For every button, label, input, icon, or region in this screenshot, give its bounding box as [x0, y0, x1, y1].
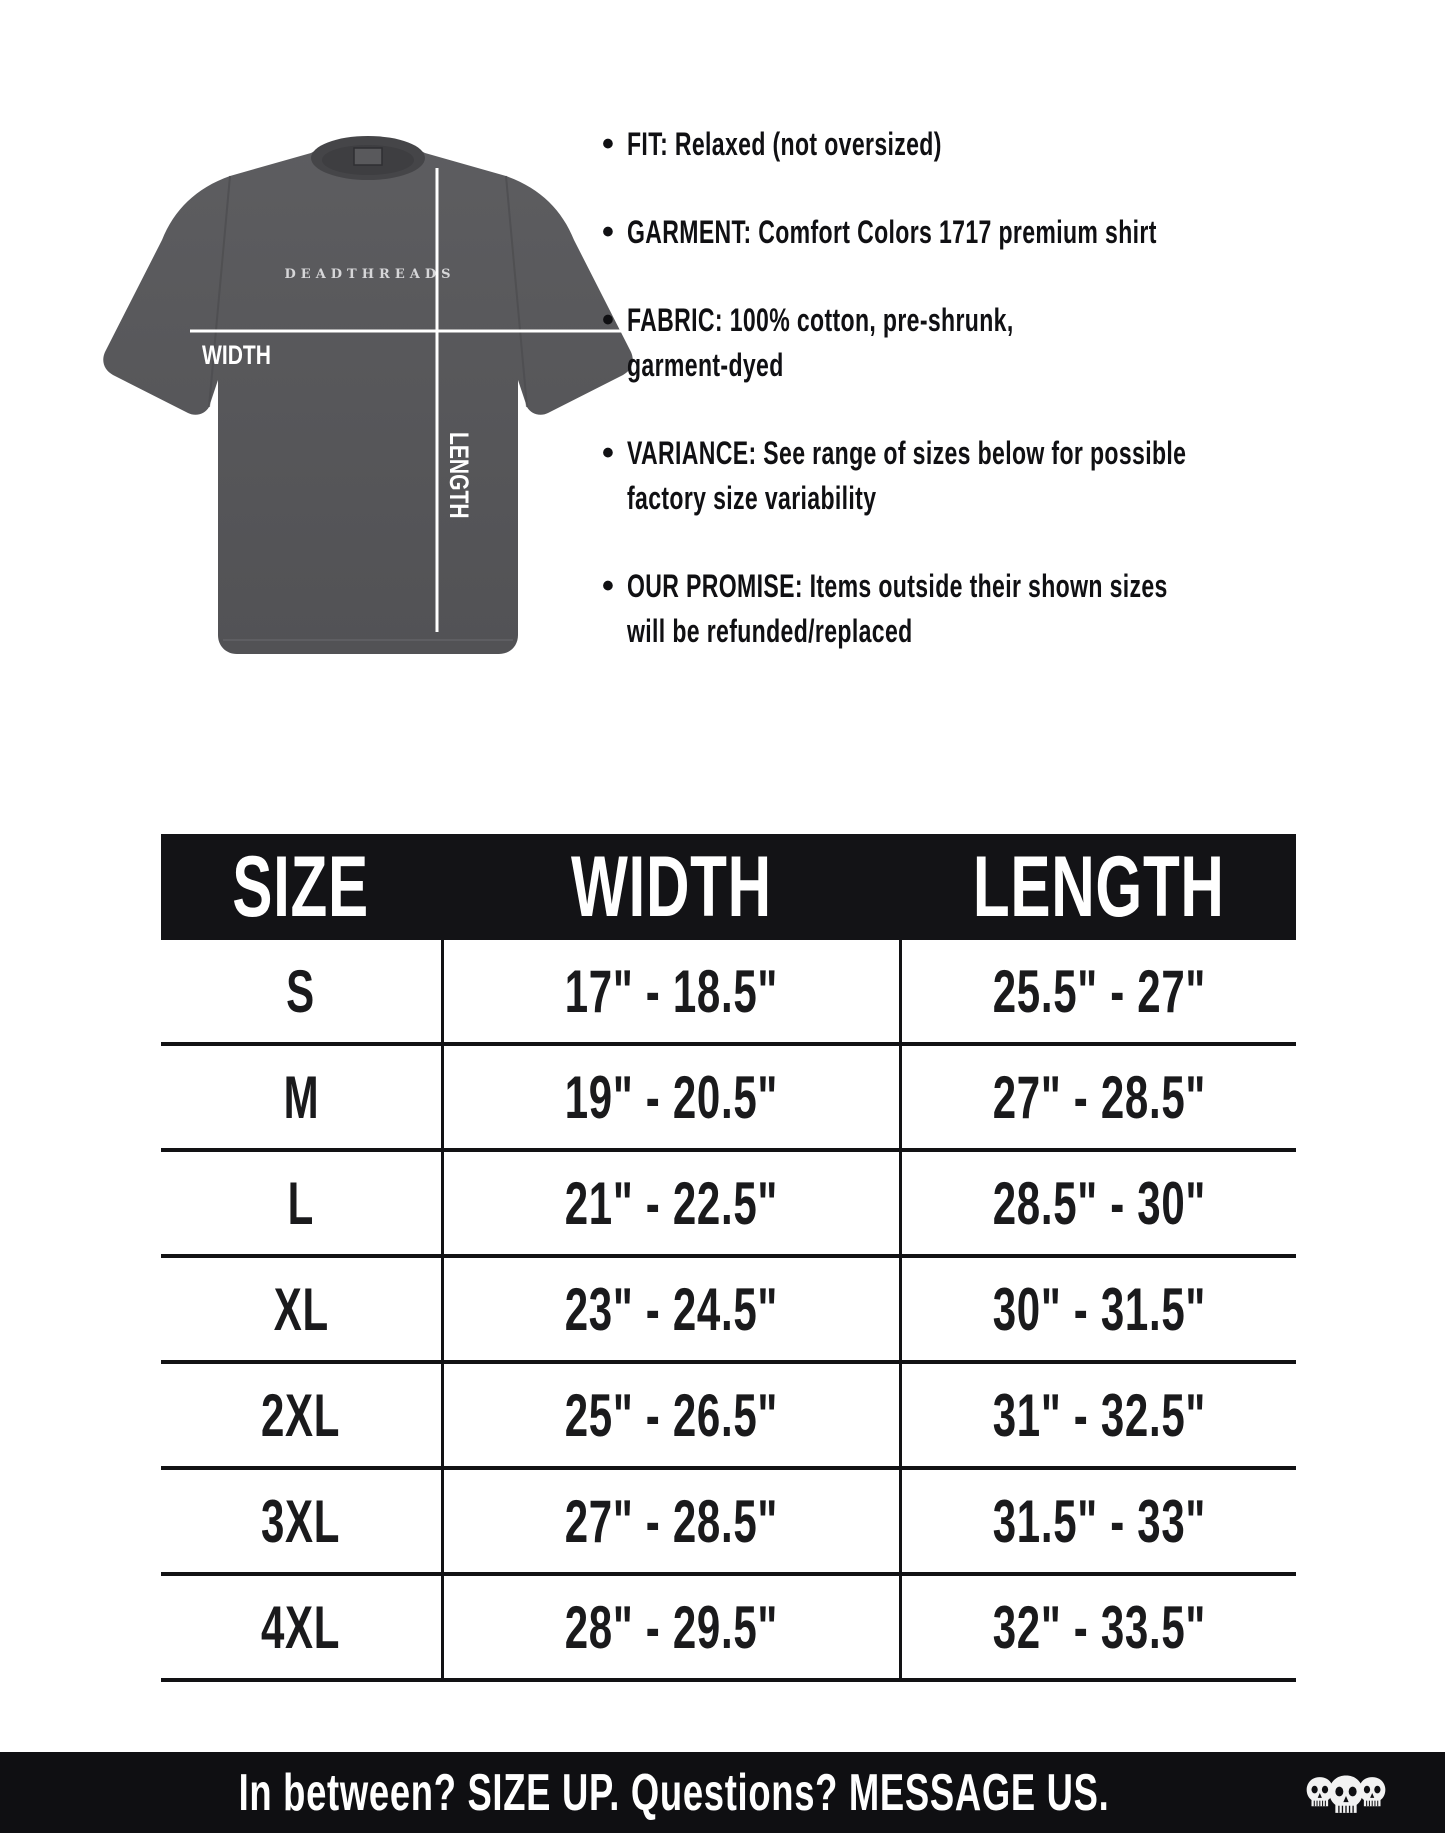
- size-cell-size: XL: [273, 1275, 329, 1343]
- product-detail-item: [601, 564, 1241, 654]
- neck-label: [354, 148, 382, 165]
- footer-message: In between? SIZE UP. Questions? MESSAGE US.: [239, 1763, 1110, 1822]
- size-cell-width: 17" - 18.5": [441, 940, 902, 1042]
- header-length: LENGTH: [973, 839, 1225, 935]
- size-cell-width: 28" - 29.5": [441, 1576, 902, 1678]
- size-cell-width: 27" - 28.5": [441, 1470, 902, 1572]
- product-detail-item: [601, 298, 1241, 388]
- size-row: [161, 1470, 1296, 1576]
- header-size: SIZE: [232, 839, 370, 935]
- size-cell-size: 3XL: [261, 1487, 341, 1555]
- product-detail-text: • FIT: Relaxed (not oversized): [627, 126, 942, 162]
- size-cell-size: 2XL: [261, 1381, 341, 1449]
- product-detail-text: • GARMENT: Comfort Colors 1717 premium shirt: [627, 214, 1157, 250]
- product-detail-text: • VARIANCE: See range of sizes below for possible factory size variability: [627, 435, 1187, 516]
- three-skulls-icon: [1297, 1759, 1395, 1826]
- shirt-chest-print: DEADTHREADS: [284, 267, 456, 282]
- size-cell-length: 31.5" - 33": [992, 1487, 1206, 1555]
- product-detail-text: • OUR PROMISE: Items outside their shown sizes will be refunded/replaced: [627, 568, 1168, 649]
- size-row: [161, 1258, 1296, 1364]
- header-width: WIDTH: [571, 839, 772, 935]
- tshirt-body: [103, 142, 632, 654]
- size-cell-length: 28.5" - 30": [992, 1169, 1206, 1237]
- size-row: [161, 940, 1296, 1046]
- tshirt-measure-graphic: [78, 112, 663, 664]
- size-row: [161, 1364, 1296, 1470]
- size-row: [161, 1576, 1296, 1682]
- size-cell-length: 27" - 28.5": [992, 1063, 1206, 1131]
- shirt-length-label: LENGTH: [443, 432, 474, 519]
- size-cell-length: 25.5" - 27": [992, 957, 1206, 1025]
- size-chart-header-row: [161, 834, 1296, 940]
- size-cell-length: 30" - 31.5": [992, 1275, 1206, 1343]
- product-detail-item: [601, 122, 1241, 167]
- size-cell-size: L: [287, 1169, 315, 1237]
- size-row: [161, 1046, 1296, 1152]
- size-cell-width: 21" - 22.5": [441, 1152, 902, 1254]
- product-detail-text: • FABRIC: 100% cotton, pre-shrunk, garment-dyed: [627, 302, 1014, 383]
- footer-bar: [0, 1752, 1445, 1833]
- size-cell-size: M: [283, 1063, 319, 1131]
- size-cell-size: 4XL: [261, 1593, 341, 1661]
- size-table-body: [161, 940, 1296, 1682]
- shirt-width-label: WIDTH: [202, 340, 271, 371]
- product-detail-item: [601, 431, 1241, 521]
- size-cell-size: S: [286, 957, 316, 1025]
- size-cell-width: 25" - 26.5": [441, 1364, 902, 1466]
- size-cell-width: 23" - 24.5": [441, 1258, 902, 1360]
- tshirt-svg: [78, 112, 663, 664]
- size-cell-width: 19" - 20.5": [441, 1046, 902, 1148]
- size-chart-table: [161, 834, 1296, 1682]
- size-row: [161, 1152, 1296, 1258]
- size-cell-length: 31" - 32.5": [992, 1381, 1206, 1449]
- product-details-list: [601, 122, 1241, 654]
- size-cell-length: 32" - 33.5": [992, 1593, 1206, 1661]
- product-detail-item: [601, 210, 1241, 255]
